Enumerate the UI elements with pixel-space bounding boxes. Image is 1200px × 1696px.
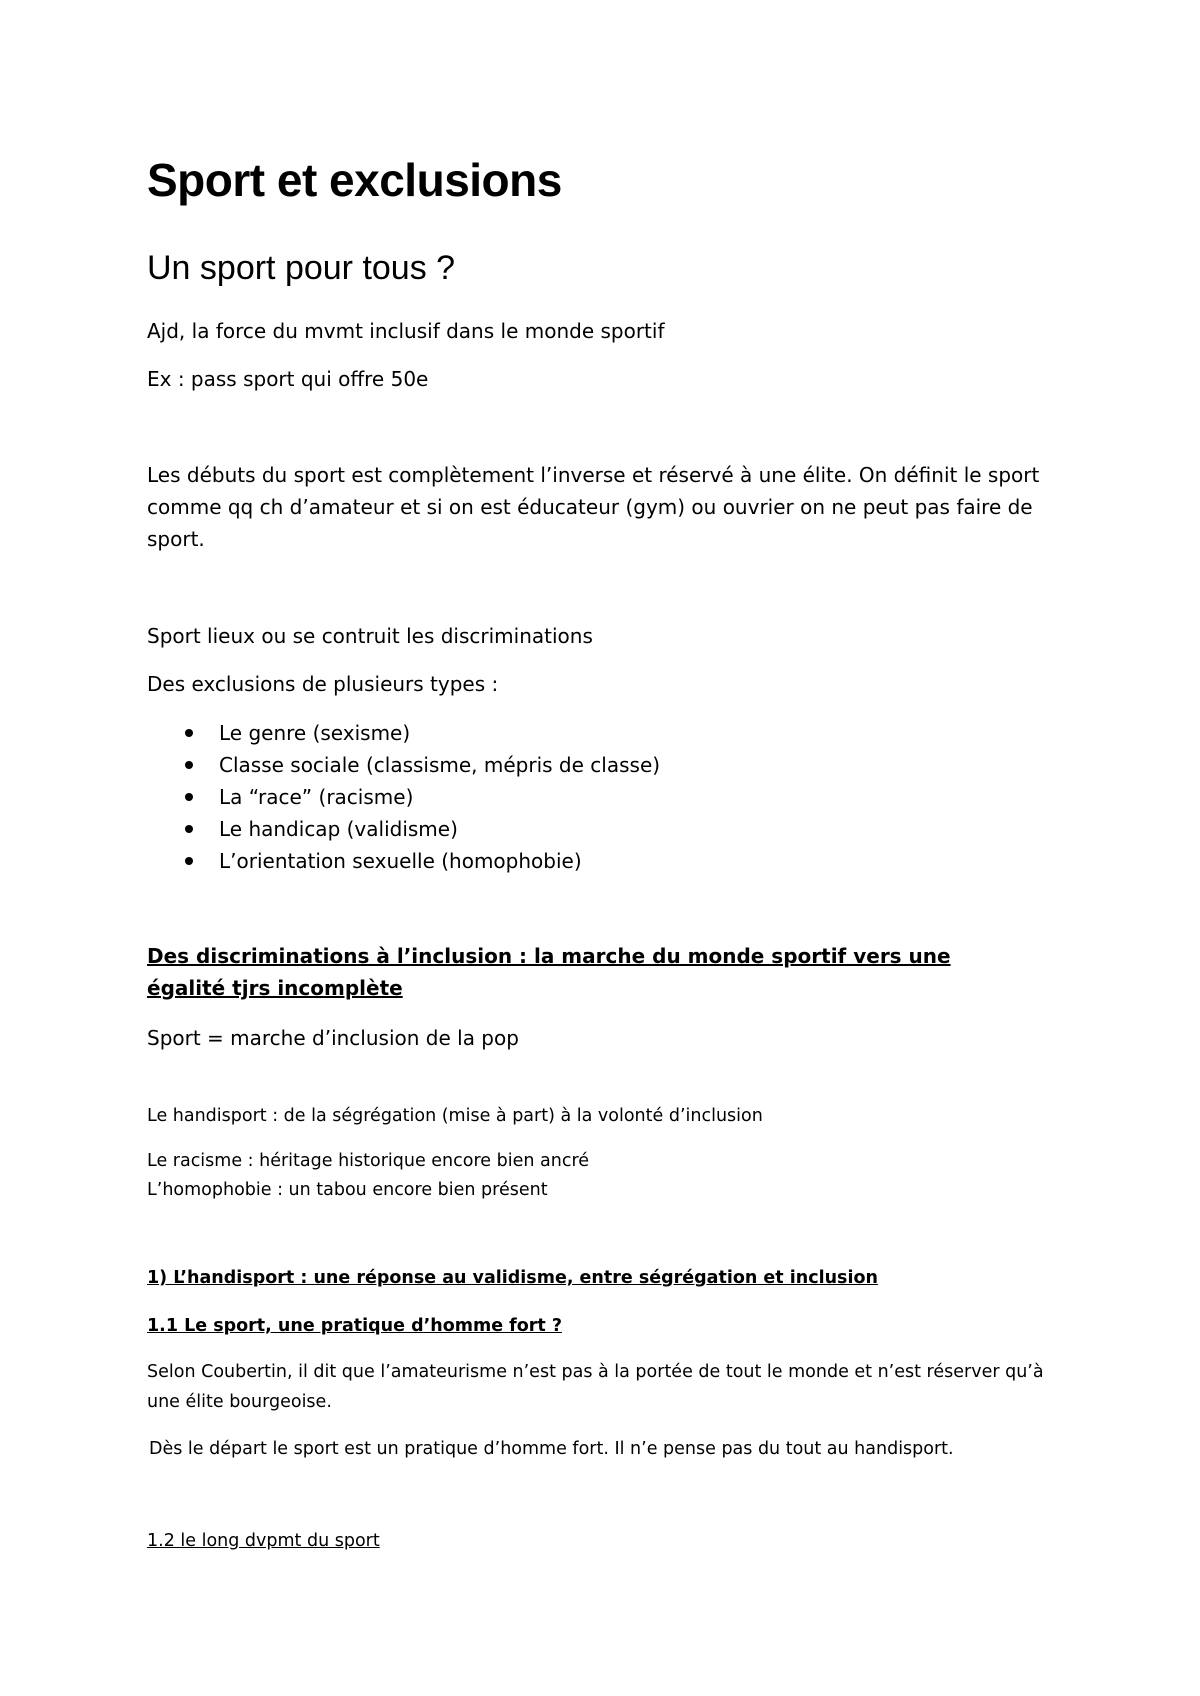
bullet-icon	[185, 793, 193, 801]
subsection-1-2-heading: 1.2 le long dvpmt du sport	[147, 1531, 380, 1551]
list-item-text: La “race” (racisme)	[219, 785, 414, 809]
section-inclusion-heading: Des discriminations à l’inclusion : la marche du monde sportif vers une égalité tjrs incomplète	[147, 944, 951, 1000]
inclusion-point-3: L’homophobie : un tabou encore bien présent	[147, 1180, 548, 1200]
list-item	[147, 781, 660, 813]
bullet-icon	[185, 729, 193, 737]
document-title: Sport et exclusions	[147, 154, 562, 206]
bullet-icon	[185, 825, 193, 833]
discriminations-line-2: Des exclusions de plusieurs types :	[147, 672, 499, 696]
inclusion-point-1: Le handisport : de la ségrégation (mise à part) à la volonté d’inclusion	[147, 1106, 763, 1126]
subsection-1-1-paragraph-1: Selon Coubertin, il dit que l’amateurisme n’est pas à la portée de tout le monde et n’est réserver qu’à une élite bourgeoise.	[147, 1362, 1044, 1412]
list-item	[147, 813, 660, 845]
discriminations-line-1: Sport lieux ou se contruit les discriminations	[147, 624, 593, 648]
list-item-text: Classe sociale (classisme, mépris de classe)	[219, 753, 661, 777]
section-inclusion-line: Sport = marche d’inclusion de la pop	[147, 1026, 519, 1050]
section-1-heading: 1) L’handisport : une réponse au validisme, entre ségrégation et inclusion	[147, 1268, 878, 1288]
inclusion-point-2: Le racisme : héritage historique encore bien ancré	[147, 1151, 590, 1171]
list-item-text: Le handicap (validisme)	[219, 817, 458, 841]
document-subtitle: Un sport pour tous ?	[147, 249, 456, 287]
exclusion-types-list	[147, 717, 660, 877]
intro-line-1: Ajd, la force du mvmt inclusif dans le monde sportif	[147, 319, 665, 343]
list-item	[147, 749, 660, 781]
debuts-paragraph: Les débuts du sport est complètement l’inverse et réservé à une élite. On définit le sport comme qq ch d’amateur et si on est éducateur (gym) ou ouvrier on ne peut pas faire de sport.	[147, 463, 1040, 551]
bullet-icon	[185, 857, 193, 865]
intro-line-2: Ex : pass sport qui offre 50e	[147, 367, 429, 391]
list-item	[147, 845, 660, 877]
list-item-text: Le genre (sexisme)	[219, 721, 411, 745]
list-item	[147, 717, 660, 749]
list-item-text: L’orientation sexuelle (homophobie)	[219, 849, 582, 873]
bullet-icon	[185, 761, 193, 769]
subsection-1-1-heading: 1.1 Le sport, une pratique d’homme fort ?	[147, 1316, 563, 1336]
subsection-1-1-paragraph-2: Dès le départ le sport est un pratique d’homme fort. Il n’e pense pas du tout au handisport.	[149, 1439, 954, 1459]
